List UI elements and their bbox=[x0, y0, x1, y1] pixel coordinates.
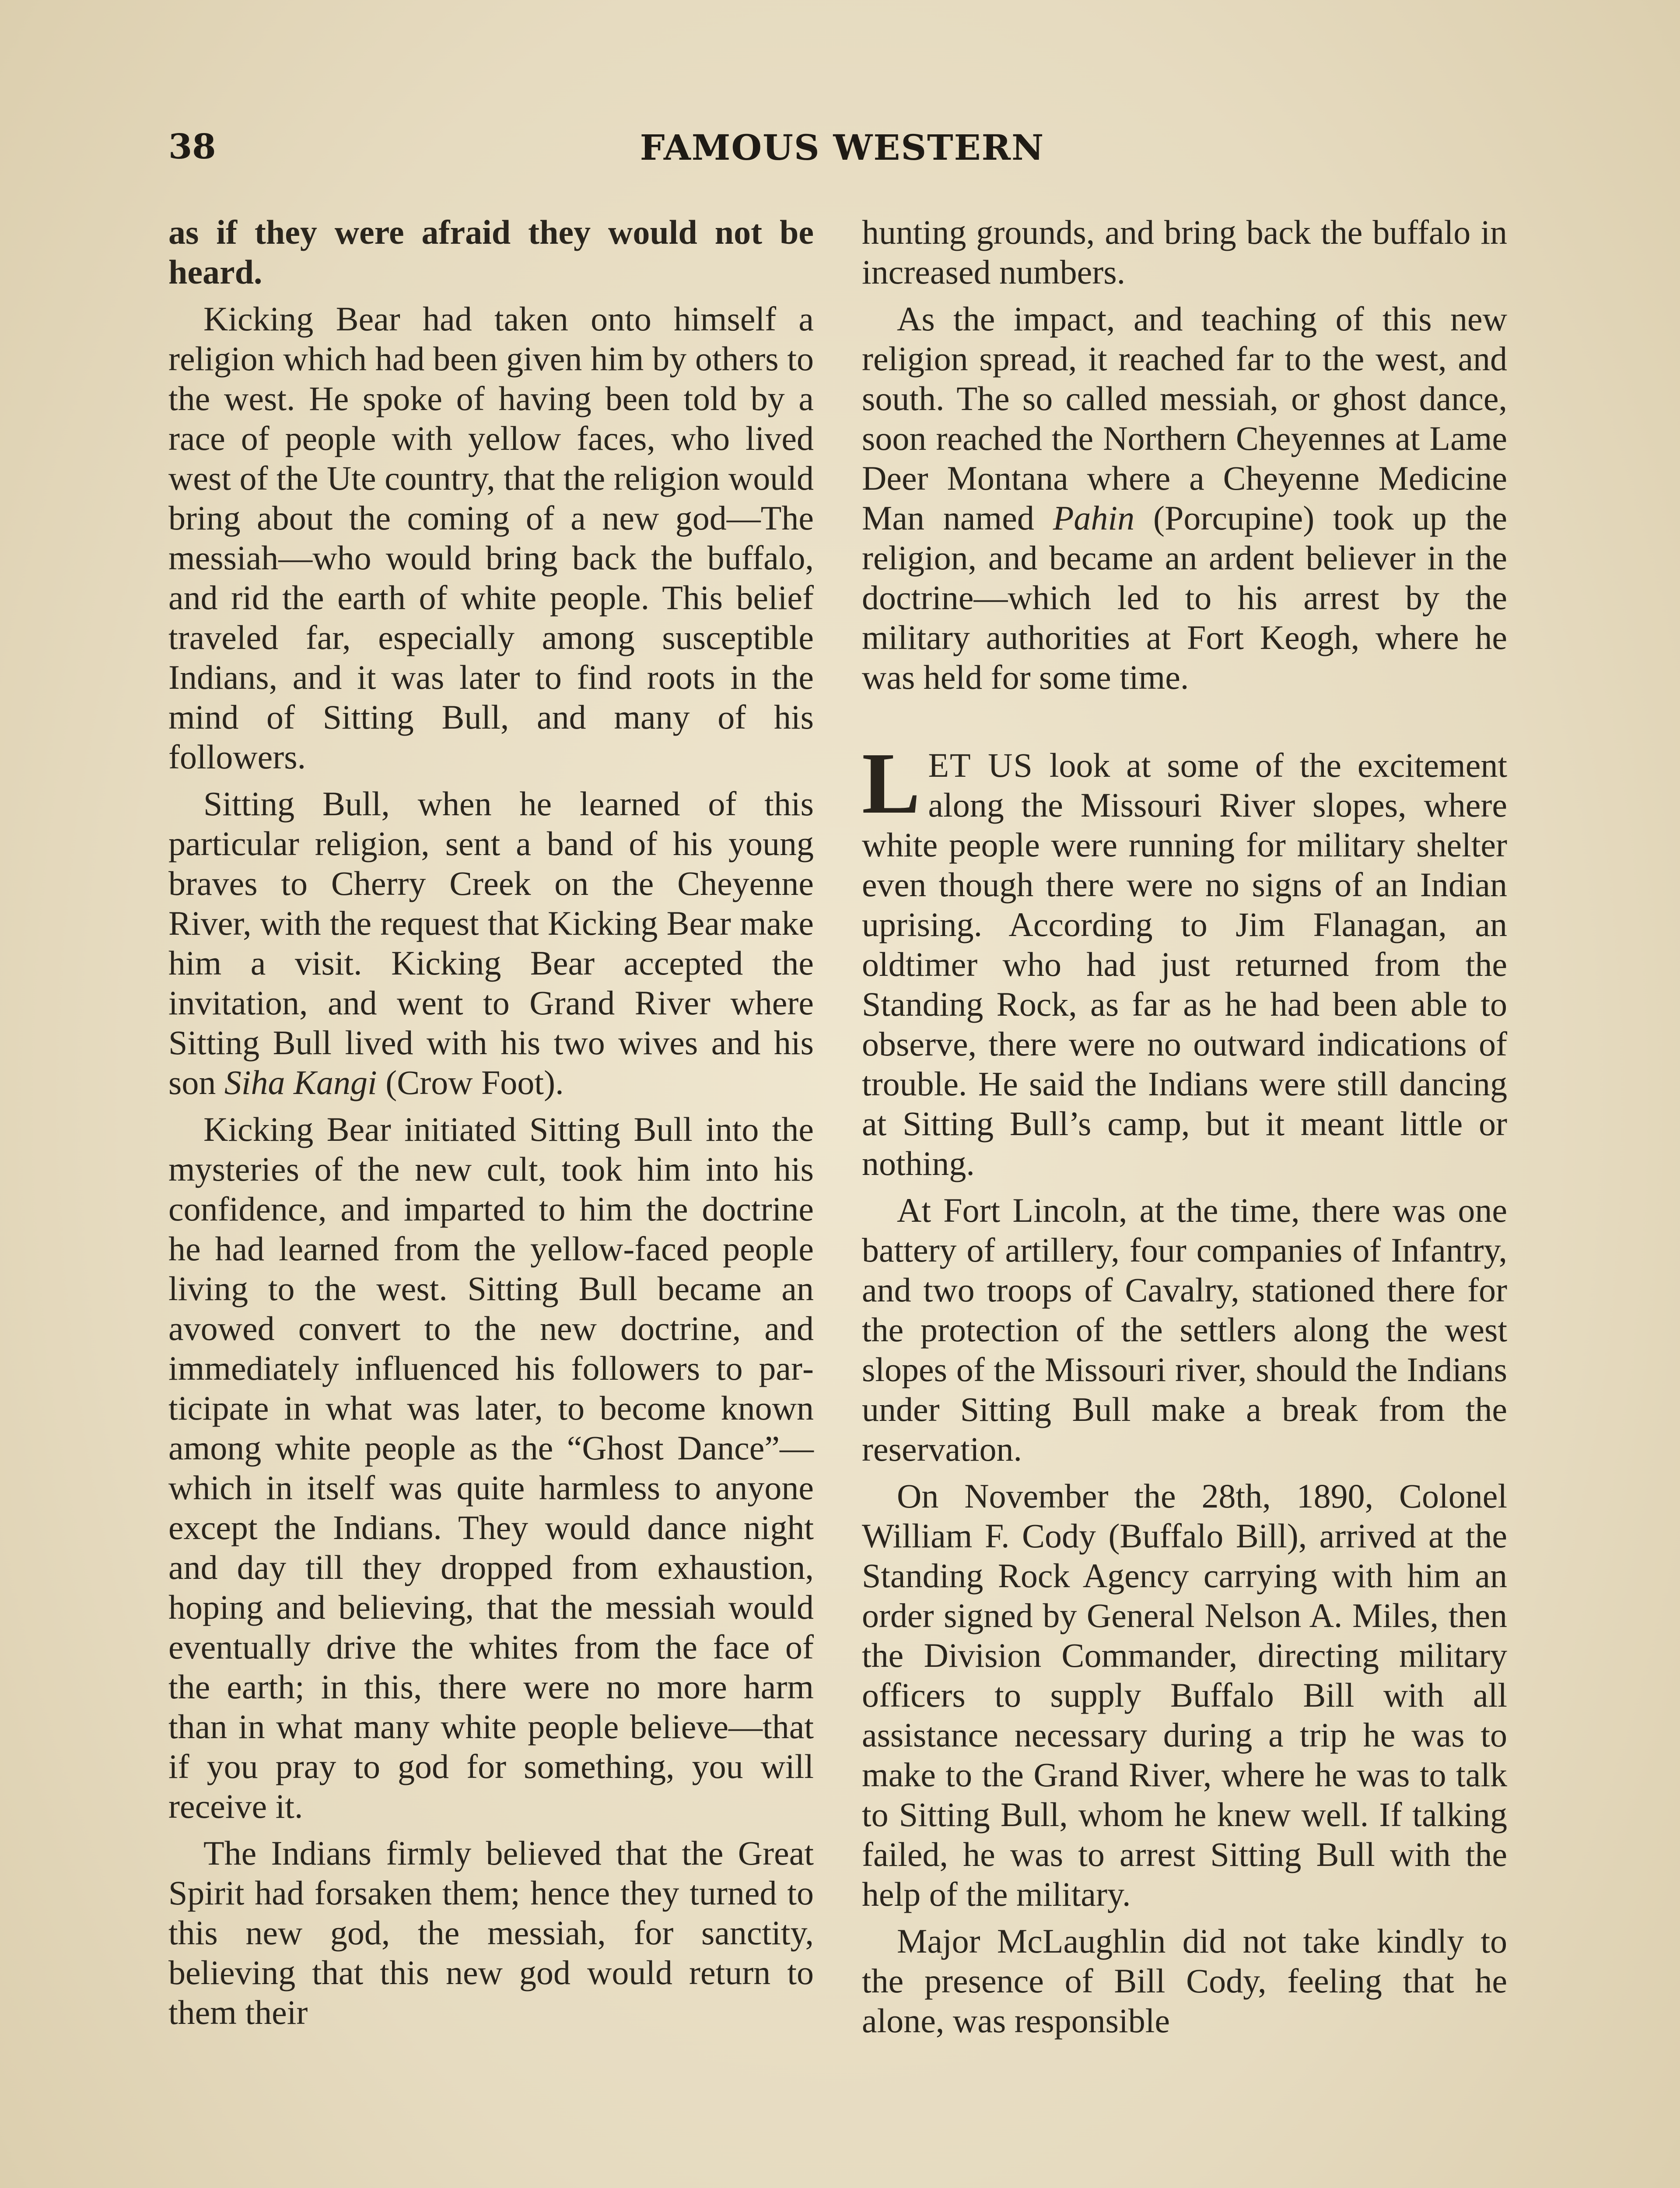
paragraph-buffalo-bill: On November the 28th, 1890, Colonel William F. Cody (Buffalo Bill), arrived at the Standing Rock Agency carrying with him an order signed by General Nelson A. Miles, then the Division Commander, directing military officers to supply Buffalo Bill with all assistance necessary during a trip he was to make to the Grand River, where he was to talk to Sitting Bull, whom he knew well. If talking failed, he was to arrest Sitting Bull with the help of the military. bbox=[862, 1477, 1507, 1913]
text-run: As the impact, and teaching of this new religion spread, it reached far to the west, and south. The so called messiah, or ghost dance, soon reached the Northern Cheyennes at Lame Deer Montana where a Cheyenne Medicine Man named bbox=[862, 300, 1507, 537]
paragraph-section-start bbox=[862, 735, 1507, 1183]
text-run: (Crow Foot). bbox=[377, 1063, 564, 1101]
left-column bbox=[168, 212, 814, 2039]
paragraph-continued: as if they were afraid they would not be heard. bbox=[168, 213, 814, 291]
text-run: Sitting Bull, when he learned of this particular religion, sent a band of his young braves to Cherry Creek on the Cheyenne River, with the request that Kicking Bear make him a visit. Kicking Bear accepted the invitation, and went to Grand River where Sitting Bull lived with his two wives and his son bbox=[168, 785, 814, 1101]
italic-name: Pahin bbox=[1053, 499, 1135, 537]
lead-in-caps: ET US bbox=[928, 746, 1033, 784]
paragraph-ghost-dance: Kicking Bear initiated Sitting Bull into the mysteries of the new cult, took him into his confidence, and imparted to him the doctrine he had learned from the yellow-faced people living to the west. Sitting Bull became an avowed convert to the new doctrine, and immediately influenced his followers to participate in what was later, to become known among white people as the “Ghost Dance”—which in itself was quite harmless to anyone except the Indians. They would dance night and day till they dropped from exhaustion, hoping and believing, that the messiah would eventually drive the whites from the face of the earth; in this, there were no more harm than in what many white people believe—that if you pray to god for something, you will receive it. bbox=[168, 1110, 814, 1825]
paragraph-continued: hunting grounds, and bring back the buffalo in increased numbers. bbox=[862, 213, 1507, 291]
paragraph-religion-spread bbox=[862, 299, 1507, 697]
paragraph-fort-lincoln: At Fort Lincoln, at the time, there was one battery of artillery, four companies of Infantry, and two troops of Cavalry, stationed there for the protection of the settlers along the west slopes of the Missouri river, should the Indians under Sitting Bull make a break from the reservation. bbox=[862, 1191, 1507, 1468]
paragraph-sitting-bull-invitation bbox=[168, 784, 814, 1102]
paragraph-major-mclaughlin: Major McLaughlin did not take kindly to the presence of Bill Cody, feeling that he alone, was responsible bbox=[862, 1922, 1507, 2040]
running-head: FAMOUS WESTERN bbox=[640, 127, 1045, 168]
italic-name: Siha Kangi bbox=[224, 1063, 377, 1101]
text-run: (Porcupine) took up the religion, and became an ardent believer in the doctrine—which led to his arrest by the military authorities at Fort Keogh, where he was held for some time. bbox=[862, 499, 1507, 696]
paragraph-kicking-bear-religion: Kicking Bear had taken onto himself a religion which had been given him by others to the west. He spoke of having been told by a race of people with yellow faces, who lived west of the Ute country, that the religion would bring about the coming of a new god—The messiah—who would bring back the buffalo, and rid the earth of white people. This belief traveled far, especially among susceptible Indians, and it was later to find roots in the mind of Sitting Bull, and many of his followers. bbox=[168, 300, 814, 776]
drop-cap: L bbox=[862, 735, 920, 832]
text-run: look at some of the excitement along the Missouri River slopes, where white people were running for military shelter even though there were no signs of an Indian uprising. According to Jim Flanagan, an oldtimer who had just returned from the Standing Rock, as far as he had been able to observe, there were no outward indications of trouble. He said the Indians were still dancing at Sitting Bull’s camp, but it meant little or nothing. bbox=[862, 746, 1507, 1182]
right-column bbox=[862, 212, 1507, 2048]
page-number: 38 bbox=[168, 127, 216, 167]
page-header bbox=[168, 123, 1516, 171]
paragraph-great-spirit: The Indians firmly believed that the Great Spirit had forsaken them; hence they turned to this new god, the messiah, for sanctity, believing that this new god would return to them their bbox=[168, 1834, 814, 2031]
